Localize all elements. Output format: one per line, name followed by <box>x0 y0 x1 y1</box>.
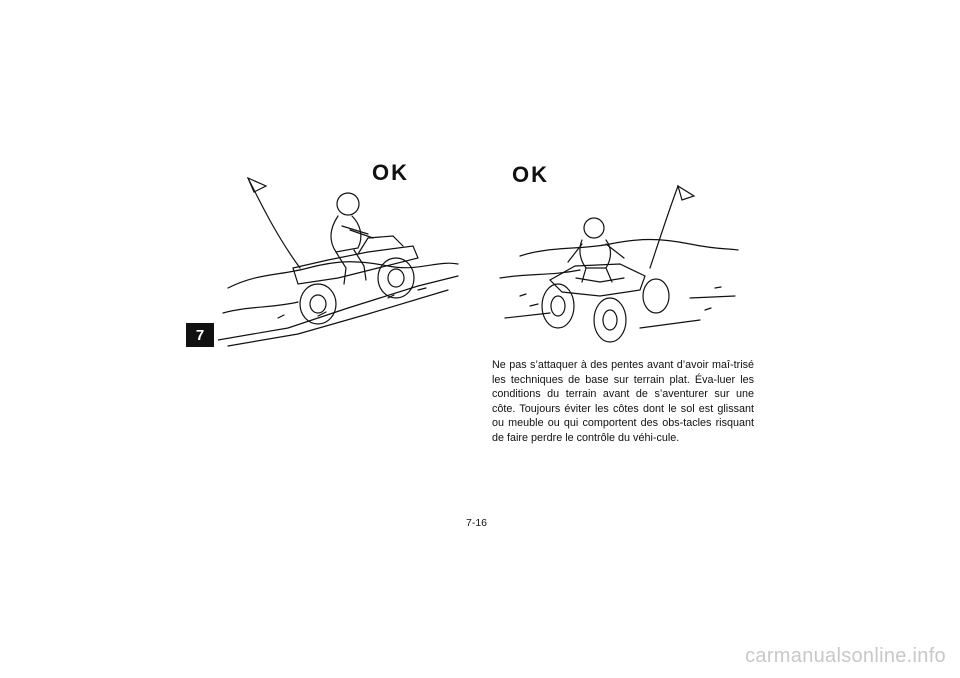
ok-label-right: OK <box>512 162 549 187</box>
ok-label-left: OK <box>372 160 409 185</box>
chapter-tab: 7 <box>186 323 214 347</box>
atv-front-view-illustration <box>490 178 740 348</box>
page-number: 7-16 <box>466 517 488 529</box>
watermark-text: carmanualsonline.info <box>745 645 946 667</box>
atv-climbing-slope-illustration <box>218 168 463 348</box>
safety-paragraph: Ne pas s’attaquer à des pentes avant d’avoir maî-trisé les techniques de base sur terrain plat. Éva-luer les conditions du terrain avant de s’aventurer sur une côte. Toujours éviter les côtes dont le sol est glissant ou meuble ou qui comportent des obs-tacles risquant de faire perdre le contrôle du véhi-cule. <box>492 359 754 444</box>
